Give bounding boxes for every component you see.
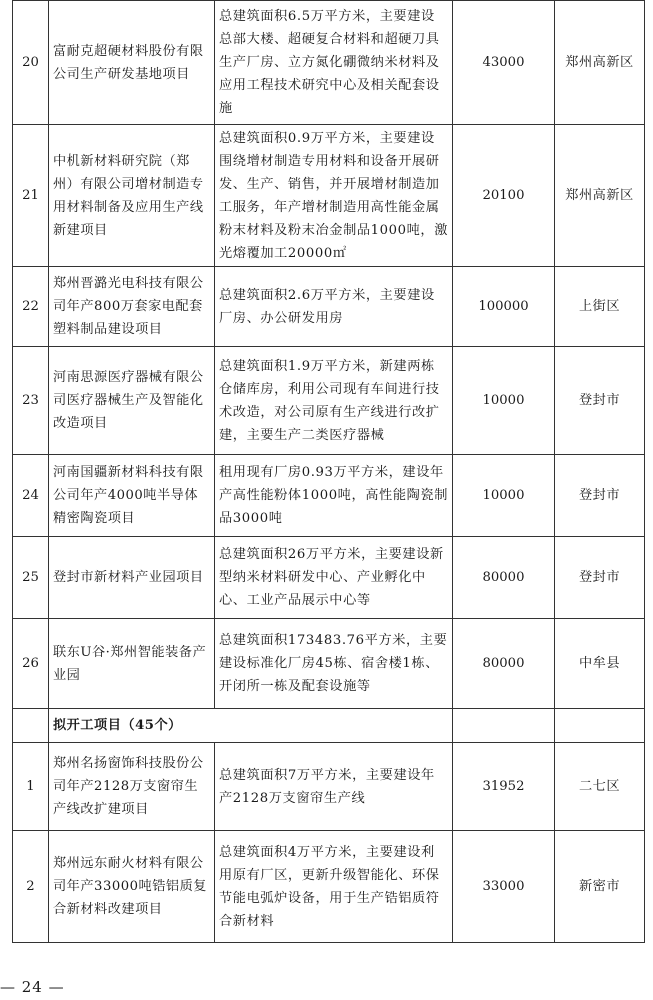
table-row — [13, 1, 645, 125]
section-row — [13, 709, 645, 743]
row-number: 22 — [13, 267, 49, 347]
project-description: 总建筑面积26万平方米，主要建设新型纳米材料研发中心、产业孵化中心、工业产品展示中心等 — [215, 537, 453, 619]
project-location: 登封市 — [555, 347, 645, 455]
project-location: 登封市 — [555, 455, 645, 537]
table-body-b — [13, 743, 645, 943]
investment-amount: 20100 — [453, 125, 555, 267]
project-name: 富耐克超硬材料股份有限公司生产研发基地项目 — [49, 1, 215, 125]
table-row — [13, 125, 645, 267]
row-number: 26 — [13, 619, 49, 709]
table-row — [13, 619, 645, 709]
row-number: 25 — [13, 537, 49, 619]
project-location: 郑州高新区 — [555, 125, 645, 267]
project-name: 中机新材料研究院（郑州）有限公司增材制造专用材料制备及应用生产线新建项目 — [49, 125, 215, 267]
table-row — [13, 709, 645, 743]
table-row — [13, 347, 645, 455]
project-table — [12, 0, 645, 943]
project-name: 联东U谷·郑州智能装备产业园 — [49, 619, 215, 709]
row-number: 24 — [13, 455, 49, 537]
table-row — [13, 267, 645, 347]
project-description: 总建筑面积0.9万平方米，主要建设围绕增材制造专用材料和设备开展研发、生产、销售，并开展增材制造加工服务，年产增材制造用高性能金属粉末材料及粉末冶金制品1000吨，激光熔覆加工20000㎡ — [215, 125, 453, 267]
project-location: 郑州高新区 — [555, 1, 645, 125]
investment-amount: 100000 — [453, 267, 555, 347]
row-number: 2 — [13, 831, 49, 943]
project-description: 总建筑面积4万平方米，主要建设利用原有厂区，更新升级智能化、环保节能电弧炉设备，用于生产锆铝质符合新材料 — [215, 831, 453, 943]
project-name: 河南国疆新材料科技有限公司年产4000吨半导体精密陶瓷项目 — [49, 455, 215, 537]
investment-amount: 80000 — [453, 619, 555, 709]
project-description: 总建筑面积2.6万平方米，主要建设厂房、办公研发用房 — [215, 267, 453, 347]
table-body-a — [13, 1, 645, 709]
row-number: 20 — [13, 1, 49, 125]
project-name: 郑州远东耐火材料有限公司年产33000吨锆铝质复合新材料改建项目 — [49, 831, 215, 943]
project-description: 总建筑面积6.5万平方米，主要建设总部大楼、超硬复合材料和超硬刀具生产厂房、立方氮化硼微纳米材料及应用工程技术研究中心及相关配套设施 — [215, 1, 453, 125]
row-number: 23 — [13, 347, 49, 455]
table-row — [13, 455, 645, 537]
investment-amount: 10000 — [453, 455, 555, 537]
project-location: 上街区 — [555, 267, 645, 347]
project-location: 登封市 — [555, 537, 645, 619]
project-location: 新密市 — [555, 831, 645, 943]
table-row — [13, 537, 645, 619]
project-description: 总建筑面积7万平方米，主要建设年产2128万支窗帘生产线 — [215, 743, 453, 831]
project-description: 总建筑面积173483.76平方米，主要建设标准化厂房45栋、宿舍楼1栋、开闭所一栋及配套设施等 — [215, 619, 453, 709]
section-title: 拟开工项目（45个） — [49, 709, 453, 743]
section-no-cell — [13, 709, 49, 743]
investment-amount: 10000 — [453, 347, 555, 455]
row-number: 21 — [13, 125, 49, 267]
table-row — [13, 831, 645, 943]
project-description: 总建筑面积1.9万平方米，新建两栋仓储库房，利用公司现有车间进行技术改造，对公司原有生产线进行改扩建，主要生产二类医疗器械 — [215, 347, 453, 455]
investment-amount: 33000 — [453, 831, 555, 943]
investment-amount: 43000 — [453, 1, 555, 125]
investment-amount: 80000 — [453, 537, 555, 619]
project-location: 中牟县 — [555, 619, 645, 709]
row-number: 1 — [13, 743, 49, 831]
section-location-cell — [555, 709, 645, 743]
project-name: 郑州晋潞光电科技有限公司年产800万套家电配套塑料制品建设项目 — [49, 267, 215, 347]
project-description: 租用现有厂房0.93万平方米，建设年产高性能粉体1000吨，高性能陶瓷制品3000吨 — [215, 455, 453, 537]
investment-amount: 31952 — [453, 743, 555, 831]
project-name: 郑州名扬窗饰科技股份公司年产2128万支窗帘生产线改扩建项目 — [49, 743, 215, 831]
project-name: 登封市新材料产业园项目 — [49, 537, 215, 619]
project-location: 二七区 — [555, 743, 645, 831]
table-row — [13, 743, 645, 831]
page-number: — 24 — — [0, 978, 65, 996]
project-name: 河南思源医疗器械有限公司医疗器械生产及智能化改造项目 — [49, 347, 215, 455]
section-investment-cell — [453, 709, 555, 743]
